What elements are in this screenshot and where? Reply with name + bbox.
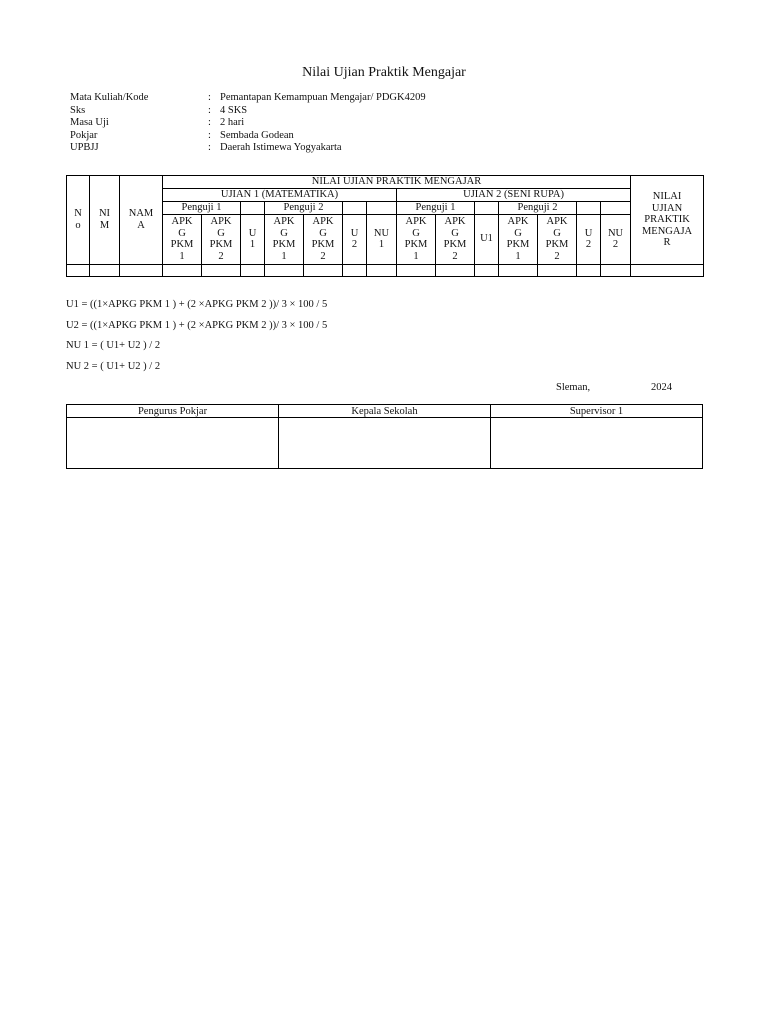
header-spacer [367,201,397,214]
meta-label: UPBJJ [70,142,99,153]
meta-label: Pokjar [70,129,98,141]
formula-u2: U2 = ((1×APKG PKM 1 ) + (2 ×APKG PKM 2 ))/ 3 × 100 / 5 [66,319,328,331]
col-header-apkg-pkm-2: APK G PKM 2 [436,214,475,264]
meta-label: Masa Uji [70,117,109,128]
meta-value: Sembada Godean [220,129,294,141]
table-cell [343,264,367,276]
col-header-u1: U 1 [241,214,265,264]
table-cell [265,264,304,276]
table-cell [601,264,631,276]
col-header-u1: U1 [475,214,499,264]
header-spacer [343,201,367,214]
col-header-apkg-pkm-1: APK G PKM 1 [265,214,304,264]
signature-header-supervisor: Supervisor 1 [491,405,703,418]
table-cell [397,264,436,276]
header-spacer [241,201,265,214]
course-info [70,92,426,155]
col-header-apkg-pkm-1: APK G PKM 1 [397,214,436,264]
table-cell [304,264,343,276]
table-cell [120,264,163,276]
table-header-row [67,201,704,214]
meta-value: Pemantapan Kemampuan Mengajar/ PDGK4209 [220,92,426,103]
col-header-no: N o [67,176,90,265]
meta-separator: : [208,142,211,153]
signature-box [67,418,279,469]
col-header-apkg-pkm-2: APK G PKM 2 [202,214,241,264]
place-text: Sleman, [556,382,591,393]
group-header-penguji-1: Penguji 1 [163,201,241,214]
col-header-apkg-pkm-2: APK G PKM 2 [304,214,343,264]
group-header-penguji-2: Penguji 2 [265,201,343,214]
table-cell [499,264,538,276]
col-header-nim: NI M [90,176,120,265]
header-spacer [601,201,631,214]
table-header-row [67,176,704,189]
table-cell [67,264,90,276]
col-header-u2: U 2 [577,214,601,264]
col-header-apkg-pkm-1: APK G PKM 1 [163,214,202,264]
signature-table [66,404,703,469]
meta-label: Sks [70,104,86,116]
formula-nu2: NU 2 = ( U1+ U2 ) / 2 [66,360,161,372]
col-header-u2: U 2 [343,214,367,264]
page-title: Nilai Ujian Praktik Mengajar [302,65,466,80]
table-cell [90,264,120,276]
meta-row-upbjj [70,142,426,155]
col-header-nama: NAM A [120,176,163,265]
group-header-penguji-1: Penguji 1 [397,201,475,214]
formula-list [66,298,327,380]
col-header-apkg-pkm-1: APK G PKM 1 [499,214,538,264]
header-spacer [577,201,601,214]
meta-separator: : [208,104,211,116]
table-header-row [67,214,704,264]
meta-row-pokjar [70,130,426,143]
signature-header-kepala-sekolah: Kepala Sekolah [279,405,491,418]
signature-header-pengurus-pokjar: Pengurus Pokjar [67,405,279,418]
table-cell [631,264,704,276]
signature-header-row [67,405,703,418]
col-header-nu2: NU 2 [601,214,631,264]
meta-row-course [70,92,426,105]
meta-value: Daerah Istimewa Yogyakarta [220,142,342,153]
table-header-row [67,188,704,201]
grade-table [66,175,704,277]
meta-label: Mata Kuliah/Kode [70,92,149,103]
header-spacer [475,201,499,214]
table-cell [475,264,499,276]
formula-nu1: NU 1 = ( U1+ U2 ) / 2 [66,340,161,351]
meta-value: 4 SKS [220,104,248,116]
group-header-ujian-1: UJIAN 1 (MATEMATIKA) [163,188,397,201]
signature-space-row [67,418,703,469]
table-row [67,264,704,276]
group-header-nilai: NILAI UJIAN PRAKTIK MENGAJAR [163,176,631,189]
table-cell [577,264,601,276]
group-header-penguji-2: Penguji 2 [499,201,577,214]
meta-row-sks [70,105,426,118]
col-header-nu1: NU 1 [367,214,397,264]
signature-box [491,418,703,469]
meta-separator: : [208,129,211,141]
meta-separator: : [208,92,211,103]
table-cell [202,264,241,276]
signature-box [279,418,491,469]
table-cell [241,264,265,276]
meta-row-masa-uji [70,117,426,130]
table-cell [538,264,577,276]
col-header-final-grade: NILAI UJIAN PRAKTIK MENGAJA R [631,176,704,265]
table-cell [163,264,202,276]
year-text: 2024 [651,382,672,393]
group-header-ujian-2: UJIAN 2 (SENI RUPA) [397,188,631,201]
col-header-apkg-pkm-2: APK G PKM 2 [538,214,577,264]
meta-value: 2 hari [220,117,245,128]
table-cell [436,264,475,276]
table-cell [367,264,397,276]
formula-u1: U1 = ((1×APKG PKM 1 ) + (2 ×APKG PKM 2 ))/ 3 × 100 / 5 [66,299,328,310]
meta-separator: : [208,117,211,128]
place-date [556,382,672,393]
